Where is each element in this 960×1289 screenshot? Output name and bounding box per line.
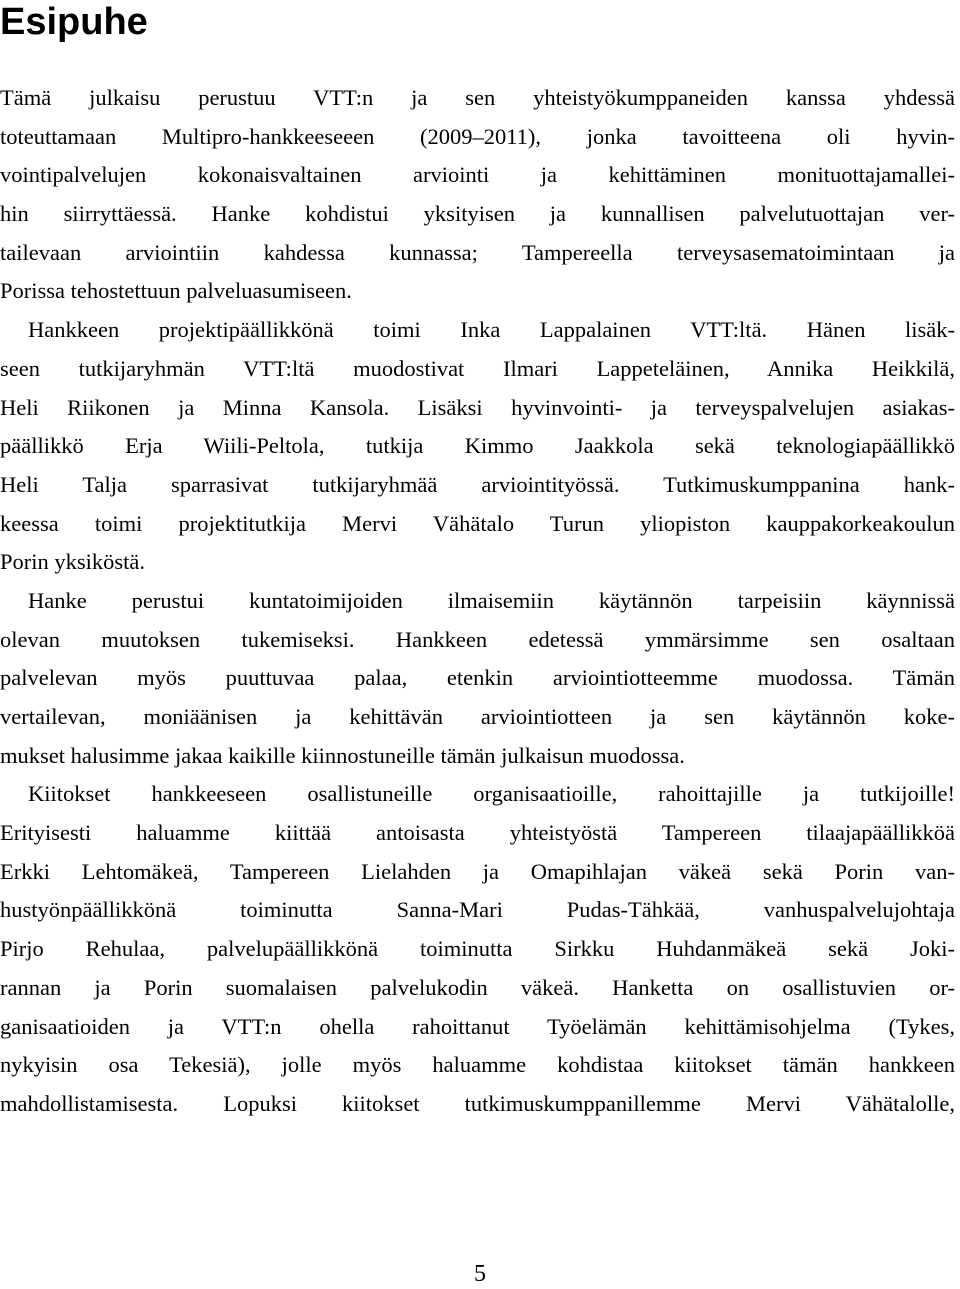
- text-line: palvelevan myös puuttuvaa palaa, etenkin arviointiotteemme muodossa. Tämän: [0, 665, 955, 691]
- text-line: Heli Talja sparrasivat tutkijaryhmää arviointityössä. Tutkimuskumppanina hank-: [0, 471, 955, 497]
- text-line: nykyisin osa Tekesiä), jolle myös haluamme kohdistaa kiitokset tämän hankkeen: [0, 1052, 955, 1078]
- text-line: Heli Riikonen ja Minna Kansola. Lisäksi hyvinvointi- ja terveyspalvelujen asiakas-: [0, 394, 955, 420]
- text-line: Kiitokset hankkeeseen osallistuneille organisaatioille, rahoittajille ja tutkijoille!: [28, 781, 955, 807]
- text-line: Hanke perustui kuntatoimijoiden ilmaisemiin käytännön tarpeisiin käynnissä: [28, 587, 955, 613]
- text-line: päällikkö Erja Wiili-Peltola, tutkija Kimmo Jaakkola sekä teknologiapäällikkö: [0, 433, 955, 459]
- body-text: [0, 79, 955, 1124]
- text-line: vointipalvelujen kokonaisvaltainen arviointi ja kehittäminen monituottajamallei-: [0, 162, 955, 188]
- text-line: Porissa tehostettuun palveluasumiseen.: [0, 278, 352, 304]
- text-line: keessa toimi projektitutkija Mervi Vähätalo Turun yliopiston kauppakorkeakoulun: [0, 510, 955, 536]
- text-line: Hankkeen projektipäällikkönä toimi Inka Lappalainen VTT:ltä. Hänen lisäk-: [28, 317, 955, 343]
- text-line: hustyönpäällikkönä toiminutta Sanna-Mari Pudas-Tähkää, vanhuspalvelujohtaja: [0, 897, 955, 923]
- text-line: Pirjo Rehulaa, palvelupäällikkönä toiminutta Sirkku Huhdanmäkeä sekä Joki-: [0, 936, 955, 962]
- text-line: vertailevan, moniäänisen ja kehittävän arviointiotteen ja sen käytännön koke-: [0, 704, 955, 729]
- text-line: Tämä julkaisu perustuu VTT:n ja sen yhteistyökumppaneiden kanssa yhdessä: [0, 85, 955, 110]
- page-number: 5: [474, 1261, 486, 1287]
- page-title: Esipuhe: [0, 1, 148, 43]
- text-line: seen tutkijaryhmän VTT:ltä muodostivat Ilmari Lappeteläinen, Annika Heikkilä,: [0, 355, 955, 381]
- text-line: Porin yksiköstä.: [0, 549, 146, 575]
- text-line: hin siirryttäessä. Hanke kohdistui yksityisen ja kunnallisen palvelutuottajan ver-: [0, 201, 955, 227]
- text-line: toteuttamaan Multipro-hankkeeseeen (2009–2011), jonka tavoitteena oli hyvin-: [0, 123, 955, 149]
- text-line: tailevaan arviointiin kahdessa kunnassa; Tampereella terveysasematoimintaan ja: [0, 239, 955, 265]
- text-line: mahdollistamisesta. Lopuksi kiitokset tutkimuskumppanillemme Mervi Vähätalolle,: [0, 1090, 955, 1116]
- text-line: rannan ja Porin suomalaisen palvelukodin väkeä. Hanketta on osallistuvien or-: [0, 974, 955, 1000]
- text-line: mukset halusimme jakaa kaikille kiinnostuneille tämän julkaisun muodossa.: [0, 742, 685, 768]
- text-line: olevan muutoksen tukemiseksi. Hankkeen edetessä ymmärsimme sen osaltaan: [0, 626, 955, 652]
- text-line: Erkki Lehtomäkeä, Tampereen Lielahden ja Omapihlajan väkeä sekä Porin van-: [0, 858, 955, 884]
- text-line: Erityisesti haluamme kiittää antoisasta yhteistyöstä Tampereen tilaajapäällikköä: [0, 820, 955, 846]
- text-line: ganisaatioiden ja VTT:n ohella rahoittanut Työelämän kehittämisohjelma (Tykes,: [0, 1013, 955, 1039]
